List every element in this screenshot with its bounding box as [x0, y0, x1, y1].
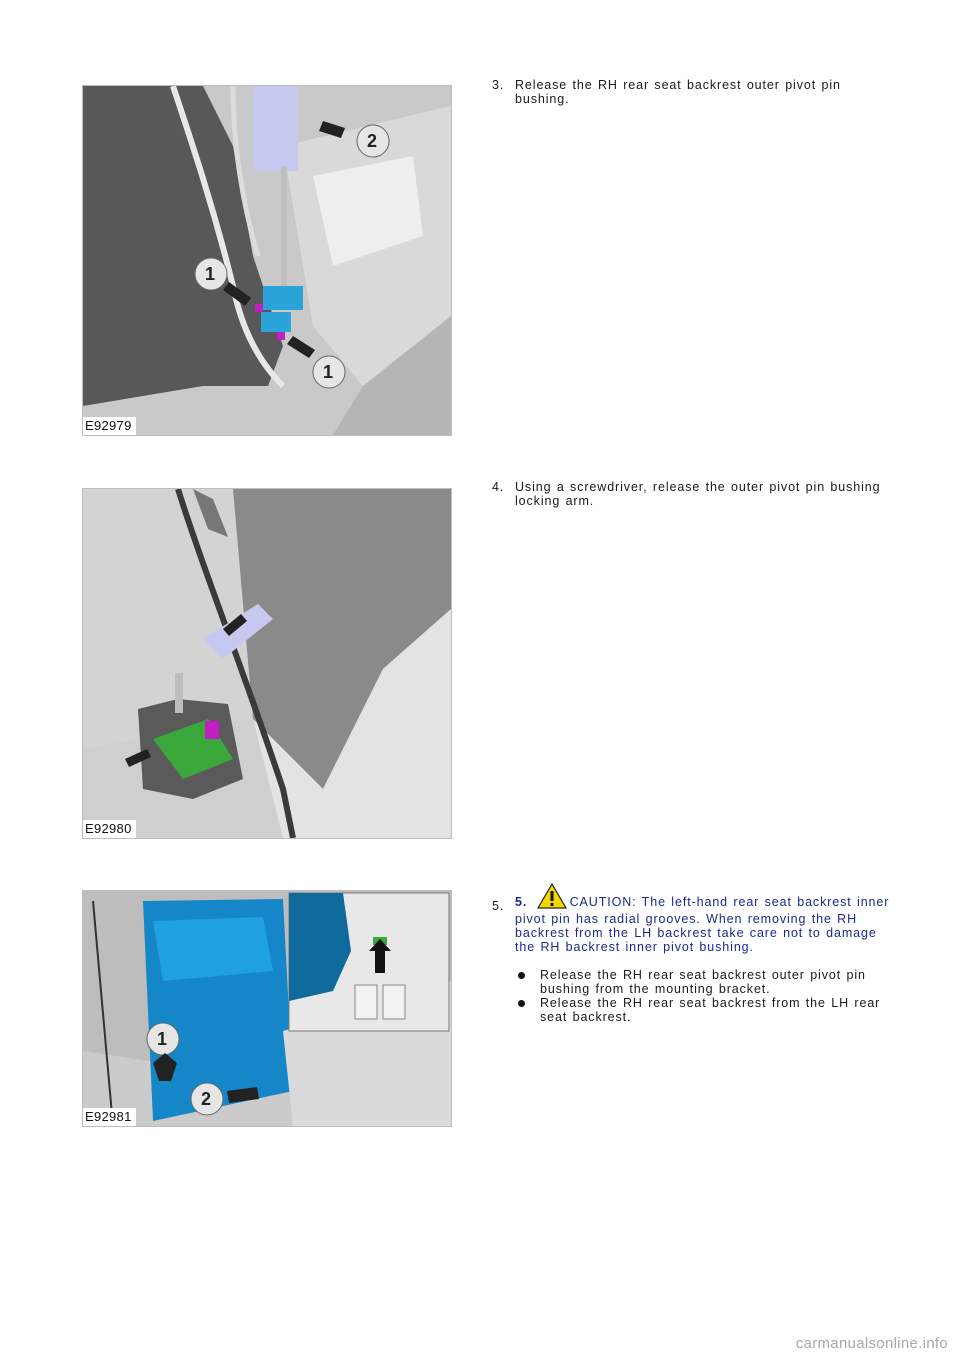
step-4: [492, 480, 892, 508]
callout-2: 2: [367, 131, 378, 151]
figure-e92980-illustration: [83, 489, 451, 838]
callout-1-top: 1: [205, 264, 216, 284]
step-3: [492, 78, 892, 106]
watermark: carmanualsonline.info: [795, 1335, 948, 1352]
callout-1: 1: [157, 1029, 168, 1049]
caution-text: CAUTION: The left-hand rear seat backrest inner pivot pin has radial grooves. When removing the RH backrest from the LH backrest take care not to damage the RH backrest inner pivot bushing.: [515, 895, 890, 954]
callout-1-bottom: 1: [323, 362, 334, 382]
figure-e92980: [82, 488, 452, 839]
figure-label: E92979: [83, 417, 136, 435]
caution-step-number: 5.: [515, 895, 528, 909]
figure-e92979-illustration: [83, 86, 451, 435]
step-number: 4.: [492, 480, 505, 494]
step-number: 5.: [492, 899, 505, 913]
step-5: [492, 883, 892, 1024]
step-5-bullets: [492, 968, 892, 1024]
figure-label: E92981: [83, 1108, 136, 1126]
figure-e92981: [82, 890, 452, 1127]
list-item: Release the RH rear seat backrest from the LH rear seat backrest.: [492, 996, 892, 1024]
figure-label: E92980: [83, 820, 136, 838]
step-number: 3.: [492, 78, 505, 92]
step-text: Release the RH rear seat backrest outer pivot pin bushing.: [515, 78, 841, 106]
caution-block: [515, 883, 892, 954]
list-item: Release the RH rear seat backrest outer pivot pin bushing from the mounting bracket.: [492, 968, 892, 996]
figure-e92981-illustration: [83, 891, 451, 1126]
step-text: Using a screwdriver, release the outer pivot pin bushing locking arm.: [515, 480, 881, 508]
callout-2: 2: [201, 1089, 212, 1109]
figure-e92979: [82, 85, 452, 436]
warning-icon: [537, 883, 567, 912]
